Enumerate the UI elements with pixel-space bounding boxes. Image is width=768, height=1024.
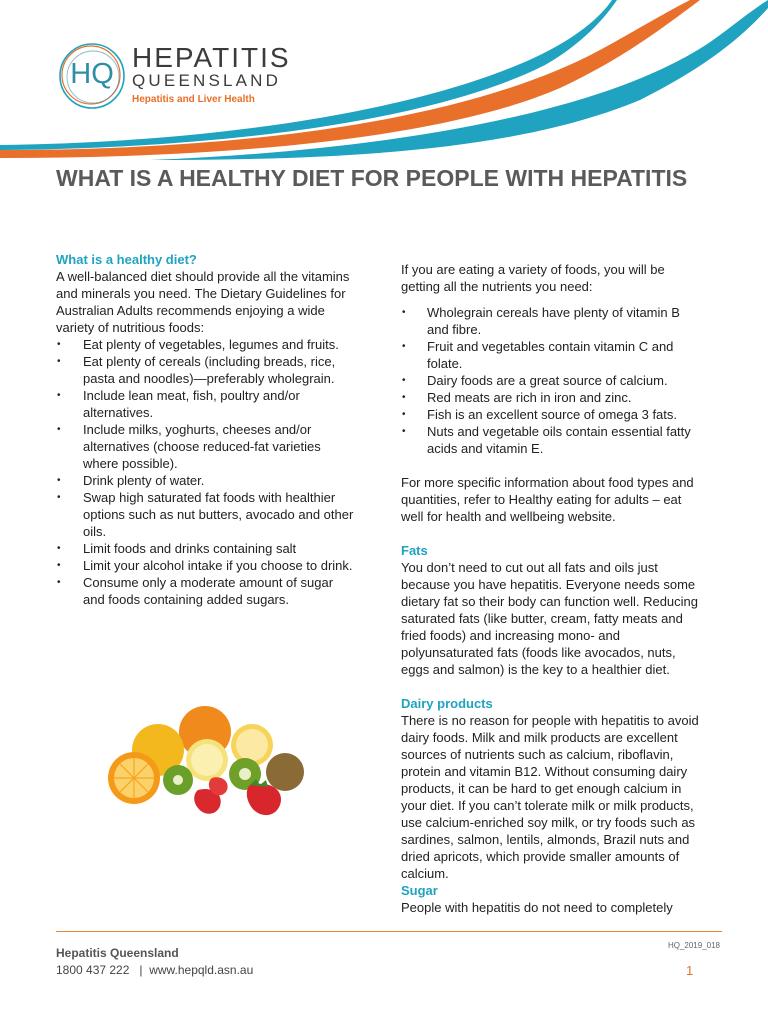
document-code: HQ_2019_018 xyxy=(667,941,720,950)
list-item: • Limit your alcohol intake if you choose to drink. xyxy=(56,557,356,574)
footer-contact: 1800 437 222 | www.hepqld.asn.au xyxy=(56,963,254,977)
list-item: • Eat plenty of cereals (including breads, rice, pasta and noodles)—preferably wholegrain. xyxy=(56,353,356,387)
section-heading-fats: Fats xyxy=(401,543,428,558)
right-column xyxy=(401,261,701,916)
list-item: • Wholegrain cereals have plenty of vitamin B and fibre. xyxy=(401,304,701,338)
logo-mark-text: HQ xyxy=(70,58,114,90)
page-title: WHAT IS A HEALTHY DIET FOR PEOPLE WITH HEPATITIS xyxy=(56,165,688,191)
dairy-body: There is no reason for people with hepatitis to avoid dairy foods. Milk and milk products are excellent sources of nutrients such as calcium, riboflavin, protein and vitamin B12. Without consuming dairy products, it can be hard to get enough calcium in your diet. If you can’t tolerate milk or milk products, use calcium-enriched soy milk, or try foods such as sardines, salmon, lentils, almonds, Brazil nuts and dried apricots, which provide smaller amounts of calcium. xyxy=(401,713,699,881)
list-item: • Swap high saturated fat foods with healthier options such as nut butters, avocado and other oils. xyxy=(56,489,356,540)
left-column xyxy=(56,251,356,608)
list-item: • Dairy foods are a great source of calcium. xyxy=(401,372,701,389)
more-info-text: For more specific information about food types and quantities, refer to Healthy eating for adults – eat well for health and wellbeing website. xyxy=(401,475,694,524)
footer-organisation: Hepatitis Queensland xyxy=(56,946,179,960)
page-number: 1 xyxy=(686,963,694,978)
footer-divider xyxy=(56,931,722,932)
logo-tagline: Hepatitis and Liver Health xyxy=(132,94,255,105)
logo-name: HEPATITIS xyxy=(132,42,291,73)
logo-region: QUEENSLAND xyxy=(132,71,282,90)
healthy-diet-intro: A well-balanced diet should provide all the vitamins and minerals you need. The Dietary Guidelines for Australian Adults recommends enjoying a wide variety of nutritious foods: xyxy=(56,269,350,335)
section-heading-healthy-diet: What is a healthy diet? xyxy=(56,252,197,267)
section-heading-sugar: Sugar xyxy=(401,883,438,898)
healthy-diet-list xyxy=(56,336,356,608)
list-item: • Limit foods and drinks containing salt xyxy=(56,540,356,557)
spacer xyxy=(401,525,701,542)
nutrients-intro: If you are eating a variety of foods, you will be getting all the nutrients you need: xyxy=(401,262,665,294)
fats-body: You don’t need to cut out all fats and oils just because you have hepatitis. Everyone needs some dietary fat so their body can function well. Reducing saturated fats (like butter, cream, fatty meats and fried foods) and increasing mono- and polyunsaturated fats (foods like avocados, nuts, eggs and salmon) is the key to a healthier diet. xyxy=(401,560,699,677)
list-item: • Fish is an excellent source of omega 3 fats. xyxy=(401,406,701,423)
list-item: • Fruit and vegetables contain vitamin C and folate. xyxy=(401,338,701,372)
list-item: • Red meats are rich in iron and zinc. xyxy=(401,389,701,406)
list-item: • Consume only a moderate amount of sugar and foods containing added sugars. xyxy=(56,574,356,608)
spacer xyxy=(401,678,701,695)
nutrients-list xyxy=(401,304,701,457)
list-item: • Include milks, yoghurts, cheeses and/or alternatives (choose reduced-fat varieties where possible). xyxy=(56,421,356,472)
sugar-body: People with hepatitis do not need to completely xyxy=(401,900,673,915)
section-heading-dairy: Dairy products xyxy=(401,696,493,711)
list-item: • Nuts and vegetable oils contain essential fatty acids and vitamin E. xyxy=(401,423,701,457)
list-item: • Include lean meat, fish, poultry and/or alternatives. xyxy=(56,387,356,421)
spacer xyxy=(401,457,701,474)
fruit-photo-icon xyxy=(100,690,320,830)
list-item: • Eat plenty of vegetables, legumes and fruits. xyxy=(56,336,356,353)
list-item: • Drink plenty of water. xyxy=(56,472,356,489)
